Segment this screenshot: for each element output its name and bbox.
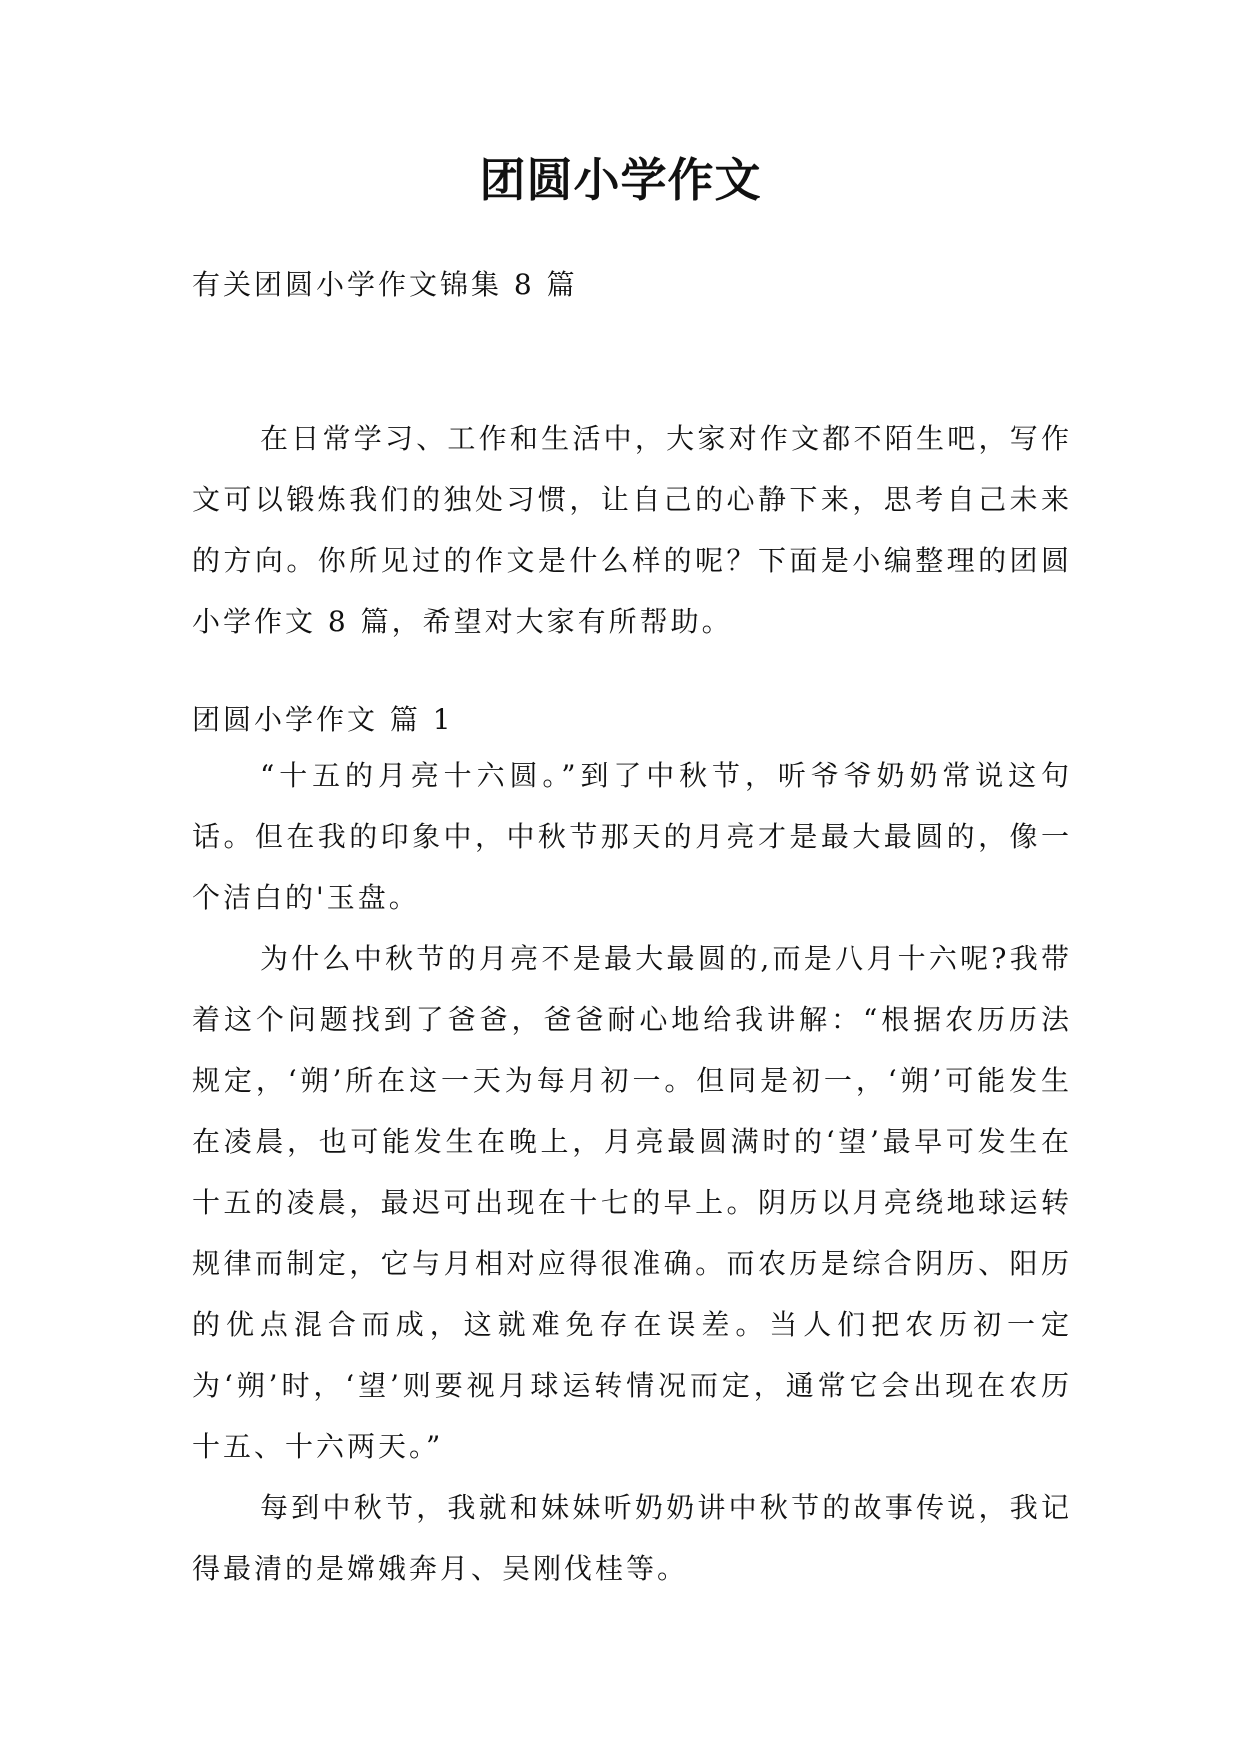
document-title: 团圆小学作文 <box>479 153 762 207</box>
document-subtitle: 有关团圆小学作文锦集 8 篇 <box>192 268 578 301</box>
section-heading: 团圆小学作文 篇 1 <box>192 703 454 736</box>
body-paragraph-1: “十五的月亮十六圆。”到了中秋节，听爷爷奶奶常说这句话。但在我的印象中，中秋节那天的月亮才是最大最圆的，像一个洁白的'玉盘。 <box>192 759 1072 914</box>
body-paragraph-3: 每到中秋节，我就和妹妹听奶奶讲中秋节的故事传说，我记得最清的是嫦娥奔月、吴刚伐桂等。 <box>192 1491 1072 1585</box>
intro-paragraph: 在日常学习、工作和生活中，大家对作文都不陌生吧，写作文可以锻炼我们的独处习惯，让自己的心静下来，思考自己未来的方向。你所见过的作文是什么样的呢？下面是小编整理的团圆小学作文 8 篇，希望对大家有所帮助。 <box>192 422 1072 638</box>
body-paragraph-2: 为什么中秋节的月亮不是最大最圆的,而是八月十六呢?我带着这个问题找到了爸爸，爸爸耐心地给我讲解：“根据农历历法规定，‘朔’所在这一天为每月初一。但同是初一，‘朔’可能发生在凌晨，也可能发生在晚上，月亮最圆满时的‘望’最早可发生在十五的凌晨，最迟可出现在十七的早上。阴历以月亮绕地球运转规律而制定，它与月相对应得很准确。而农历是综合阴历、阳历的优点混合而成，这就难免存在误差。当人们把农历初一定为‘朔’时，‘望’则要视月球运转情况而定，通常它会出现在农历十五、十六两天。” <box>192 942 1072 1463</box>
